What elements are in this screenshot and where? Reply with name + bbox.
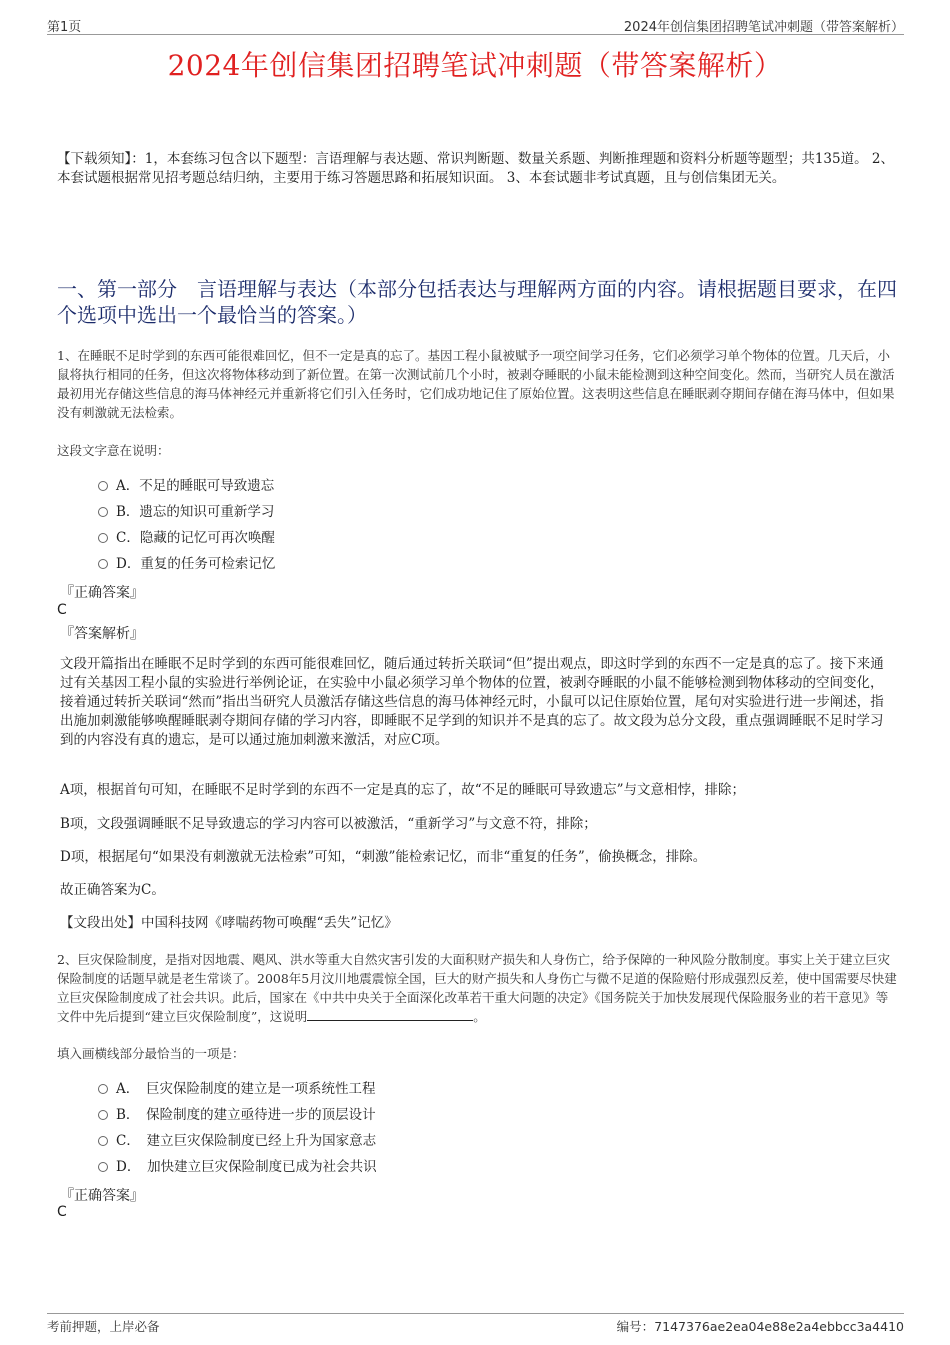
radio-icon[interactable]	[98, 559, 108, 569]
question-2-option-d[interactable]	[98, 1157, 377, 1177]
analysis-paragraph: 文段开篇指出在睡眠不足时学到的东西可能很难回忆，随后通过转折关联词“但”提出观点，即这时学到的东西不一定是真的忘了。接下来通过有关基因工程小鼠的实验进行举例论证，在实验中小鼠必须学习单个物体的位置，被剥夺睡眠的小鼠不能够检测到物体移动的空间变化，接着通过转折关联词“然而”指出当研究人员激活存储这些信息的海马体神经元时，小鼠可以记住原始位置，尾句对实验进行进一步阐述，指出施加刺激能够唤醒睡眠剥夺期间存储的学习内容，即睡眠不足学到的知识并不是真的忘了。故文段为总分文段，重点强调睡眠不足时学习到的内容没有真的遗忘，是可以通过施加刺激来激活，对应C项。	[60, 656, 884, 748]
question-2-stem-end: 。	[473, 1009, 486, 1024]
footer-code-block	[617, 1317, 904, 1335]
option-label: B．遗忘的知识可重新学习	[116, 504, 275, 520]
question-1-stem: 1、在睡眠不足时学到的东西可能很难回忆，但不一定是真的忘了。基因工程小鼠被赋予一项空间学习任务，它们必须学习单个物体的位置。几天后，小鼠将执行相同的任务，但这次将物体移动到了新位置。在第一次测试前几个小时，被剥夺睡眠的小鼠未能检测到这种空间变化。然而，当研究人员在激活最初用光存储这些信息的海马体神经元并重新将它们引入任务时，它们成功地记住了原始位置。这表明这些信息在睡眠剥夺期间存储在海马体中，但如果没有刺激就无法检索。	[57, 348, 895, 420]
page-header	[47, 14, 904, 35]
question-1-option-d[interactable]	[98, 554, 275, 574]
question-1-option-b[interactable]	[98, 502, 274, 522]
question-2-answer: C	[57, 1204, 67, 1220]
question-2-option-a[interactable]	[98, 1079, 376, 1099]
option-label: B． 保险制度的建立亟待进一步的顶层设计	[116, 1107, 376, 1123]
question-1-answer: C	[57, 602, 67, 618]
option-label: C． 建立巨灾保险制度已经上升为国家意志	[116, 1133, 377, 1149]
section-heading: 一、第一部分 言语理解与表达（本部分包括表达与理解两方面的内容。请根据题目要求，在四个选项中选出一个最恰当的答案。）	[57, 277, 897, 327]
question-1-prompt: 这段文字意在说明：	[57, 443, 170, 458]
radio-icon[interactable]	[98, 533, 108, 543]
source-note: 【文段出处】中国科技网《哮喘药物可唤醒“丢失”记忆》	[60, 915, 398, 931]
footer-code-label: 编号：	[616, 1319, 655, 1334]
document-title: 2024年创信集团招聘笔试冲刺题（带答案解析）	[167, 49, 783, 82]
footer-slogan: 考前押题，上岸必备	[47, 1319, 160, 1334]
analysis-paragraph: B项，文段强调睡眠不足导致遗忘的学习内容可以被激活，“重新学习”与文意不符，排除；	[60, 816, 597, 832]
question-1-option-c[interactable]	[98, 528, 275, 548]
option-label: D．重复的任务可检索记忆	[116, 556, 276, 572]
download-notice: 【下载须知】：1，本套练习包含以下题型：言语理解与表达题、常识判断题、数量关系题、判断推理题和资料分析题等题型；共135道。 2、本套试题根据常见招考题总结归纳，主要用于练习答题思路和拓展知识面。 3、本套试题非考试真题，且与创信集团无关。	[57, 151, 894, 186]
page-number: 第1页	[47, 20, 82, 35]
analysis-paragraph: A项，根据首句可知，在睡眠不足时学到的东西不一定是真的忘了，故“不足的睡眠可导致遗忘”与文意相悖，排除；	[60, 782, 746, 798]
page-footer	[47, 1313, 904, 1336]
question-2-stem	[57, 950, 900, 1026]
analysis-paragraph: 故正确答案为C。	[60, 882, 165, 898]
radio-icon[interactable]	[98, 481, 108, 491]
question-2-stem-text: 2、巨灾保险制度，是指对因地震、飓风、洪水等重大自然灾害引发的大面积财产损失和人身伤亡，给予保障的一种风险分散制度。事实上关于建立巨灾保险制度的话题早就是老生常谈了。2008年5月汶川地震震惊全国，巨大的财产损失和人身伤亡与微不足道的保险赔付形成强烈反差，使中国需要尽快建立巨灾保险制度成了社会共识。此后，国家在《中共中央关于全面深化改革若干重大问题的决定》《国务院关于加快发展现代保险服务业的若干意见》等文件中先后提到“建立巨灾保险制度”，这说明	[57, 952, 897, 1024]
option-label: C．隐藏的记忆可再次唤醒	[116, 530, 275, 546]
question-2-option-b[interactable]	[98, 1105, 376, 1125]
option-label: A． 巨灾保险制度的建立是一项系统性工程	[116, 1081, 376, 1097]
radio-icon[interactable]	[98, 1136, 108, 1146]
question-2-option-c[interactable]	[98, 1131, 376, 1151]
analysis-paragraph: D项，根据尾句“如果没有刺激就无法检索”可知，“刺激”能检索记忆，而非“重复的任务”，偷换概念，排除。	[60, 849, 707, 865]
question-1-answer-label: 『正确答案』	[60, 585, 144, 601]
header-doc-title: 2024年创信集团招聘笔试冲刺题（带答案解析）	[623, 20, 904, 35]
question-1-option-a[interactable]	[98, 476, 274, 496]
option-label: A．不足的睡眠可导致遗忘	[116, 478, 275, 494]
question-1-analysis-label: 『答案解析』	[60, 626, 144, 642]
radio-icon[interactable]	[98, 507, 108, 517]
radio-icon[interactable]	[98, 1162, 108, 1172]
option-label: D． 加快建立巨灾保险制度已成为社会共识	[116, 1159, 377, 1175]
footer-code: 7147376ae2ea04e88e2a4ebbcc3a4410	[654, 1319, 904, 1334]
radio-icon[interactable]	[98, 1084, 108, 1094]
question-2-answer-label: 『正确答案』	[60, 1188, 144, 1204]
question-2-prompt: 填入画横线部分最恰当的一项是：	[57, 1046, 245, 1061]
radio-icon[interactable]	[98, 1110, 108, 1120]
fill-blank	[307, 1008, 473, 1021]
